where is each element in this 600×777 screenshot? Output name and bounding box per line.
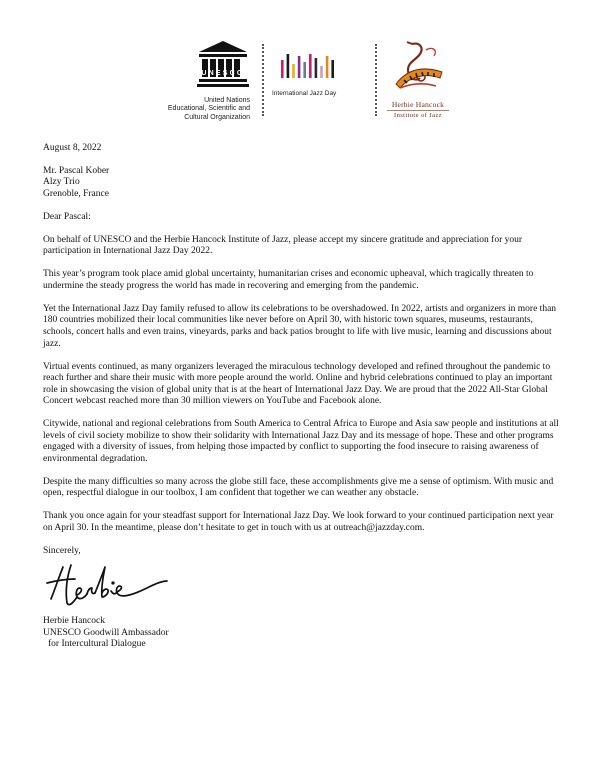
unesco-org-line: Educational, Scientific and: [167, 105, 250, 113]
jazz-day-bar: [326, 56, 329, 78]
recipient-line: Grenoble, France: [43, 189, 109, 200]
jazz-day-label: International Jazz Day: [272, 90, 337, 97]
hhij-institute: Institute of Jazz: [394, 112, 442, 119]
recipient-line: Alzy Trio: [43, 177, 80, 188]
jazz-day-bars-icon: [279, 52, 339, 80]
hhij-logo: [378, 40, 458, 119]
jazz-day-bar: [303, 62, 306, 78]
recipient-address: [43, 166, 563, 201]
jazz-day-bar: [292, 64, 295, 78]
saxophone-keyboard-icon: [390, 40, 446, 98]
jazz-day-bar: [287, 54, 290, 78]
letter-paragraph: Yet the International Jazz Day family refused to allow its celebrations to be overshadowed. In 2022, artists and organizers in more than 180 countries mobilized their local communities like never before on April 30, with historic town squares, museums, restaurants, schools, concert halls and even trains, vineyards, parks and back patios brought to life with live music, learning and discussions about jazz.: [43, 303, 557, 349]
jazz-day-bar: [281, 60, 284, 78]
jazz-day-logo: [272, 52, 364, 97]
salutation: Dear Pascal:: [43, 211, 91, 222]
signer-title-line2: for Intercultural Dialogue: [48, 639, 146, 650]
hhij-name: Herbie Hancock: [391, 100, 445, 109]
letter-paragraph: This year’s program took place amid global uncertainty, humanitarian crises and economic upheaval, which tragically threaten to undermine the steady progress the world has made in recovering and emerging from the pandemic.: [43, 269, 534, 291]
jazz-day-bar: [298, 56, 301, 78]
jazz-day-bar: [309, 54, 312, 78]
jazz-day-bar: [315, 58, 318, 78]
recipient-line: Mr. Pascal Kober: [43, 165, 110, 176]
hhij-rule: [387, 110, 449, 111]
letter-body: [43, 143, 563, 651]
signer-block: [43, 616, 563, 651]
signer-name: Herbie Hancock: [43, 616, 105, 626]
unesco-org-line: Cultural Organization: [184, 113, 250, 121]
letter-paragraph: Despite the many difficulties so many across the globe still face, these accomplishments give me a sense of optimism. With music and open, respectful dialogue in our toolbox, I am confident that together we can weather any obstacle.: [43, 476, 554, 499]
letter-paragraph: On behalf of UNESCO and the Herbie Hancock Institute of Jazz, please accept my sincere gratitude and appreciation for your participation in International Jazz Day 2022.: [43, 234, 523, 257]
signature-image: [45, 559, 175, 609]
closing: Sincerely,: [43, 545, 81, 556]
signer-title: UNESCO Goodwill Ambassador: [43, 627, 169, 638]
logo-divider: [375, 44, 377, 116]
letter-paragraph: Thank you once again for your steadfast support for International Jazz Day. We look forward to your continued participation next year on April 30. In the meantime, please don’t hesitate to get in touch with us at outreach@jazzday.com.: [43, 511, 554, 533]
jazz-day-bar: [331, 60, 334, 78]
letter-paragraph: Virtual events continued, as many organizers leveraged the miraculous technology developed and refined throughout the pandemic to reach further and share their music with more people around the world. Online and hybrid celebrations continued to play an important role in showcasing the vision of global unity that is at the heart of International Jazz Day. We are proud that the 2022 All-Star Global Concert webcast reached more than 30 million viewers on YouTube and Facebook alone.: [43, 361, 553, 407]
unesco-temple-icon: [197, 40, 249, 94]
letter-paragraph: Citywide, national and regional celebrations from South America to Central Africa to Europe and Asia saw people and institutions at all levels of civil society mobilize to show their solidarity with International Jazz Day and its message of hope. These and other programs engaged with a diversity of issues, from helping those impacted by conflict to supporting the food insecure to raising awareness of environmental degradation.: [43, 419, 559, 464]
logo-divider: [262, 44, 264, 116]
unesco-org-line: United Nations: [204, 97, 250, 104]
unesco-org-name: [130, 97, 250, 122]
letterhead: [0, 0, 600, 130]
unesco-logo-text: UNESCO: [201, 70, 245, 77]
jazz-day-bar: [320, 66, 323, 78]
letter-date: August 8, 2022: [43, 143, 102, 153]
